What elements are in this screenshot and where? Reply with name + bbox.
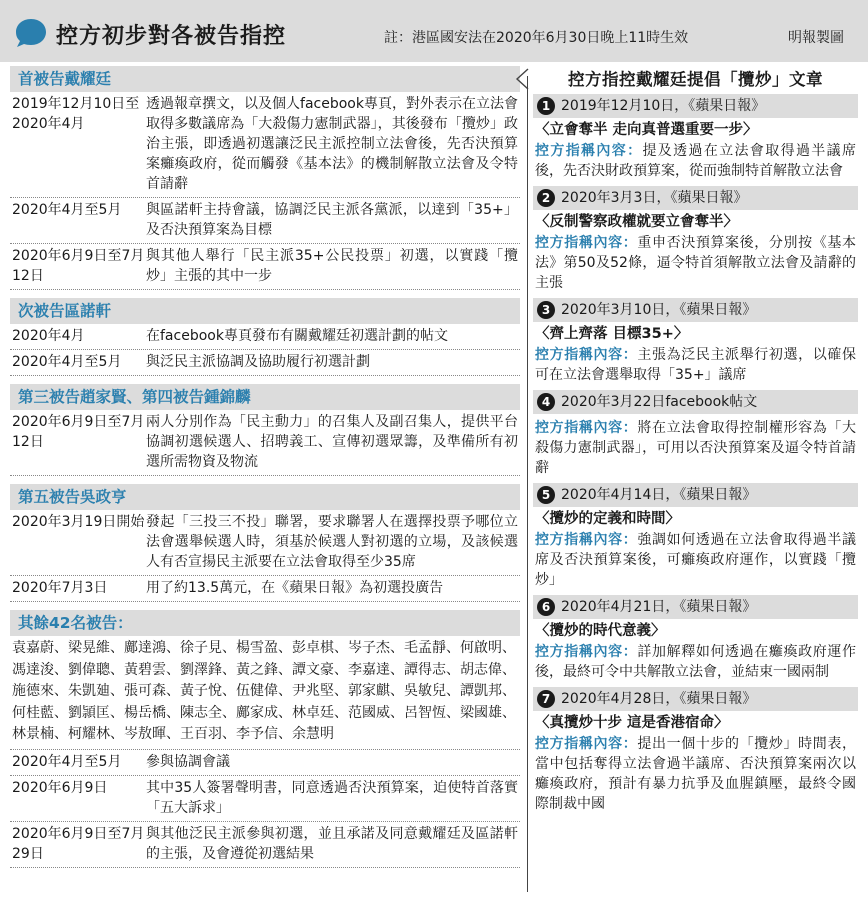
charge-date: 2020年6月9日至7月12日 [12, 414, 145, 450]
article-number-badge: 4 [537, 393, 555, 411]
section-title: 其餘42名被告： [10, 610, 520, 636]
charge-date: 2020年4月 [12, 328, 85, 344]
allegation-label: 控方指稱內容： [535, 143, 643, 159]
allegation-text: 重申否決預算案後，分別按《基本法》第50及52條，逼令特首須解散立法會及請辭的主張 [535, 235, 857, 291]
allegation-content [533, 345, 858, 388]
allegation-label: 控方指稱內容： [535, 347, 638, 363]
section-title: 首被告戴耀廷 [10, 66, 520, 92]
article-source-text: 2020年4月28日，《蘋果日報》 [561, 691, 757, 707]
charge-row [10, 776, 520, 822]
charge-date: 2020年7月3日 [12, 580, 108, 596]
allegation-label: 控方指稱內容： [535, 644, 638, 660]
article-source-text: 2020年4月21日，《蘋果日報》 [561, 599, 757, 615]
allegation-content [533, 414, 858, 481]
allegation-content [533, 642, 858, 685]
article-headline: 〈齊上齊落 目標35+〉 [535, 326, 689, 342]
article-headline: 〈攬炒的時代意義〉 [535, 623, 666, 639]
charge-description: 與區諾軒主持會議，協調泛民主派各黨派，以達到「35+」及否決預算案為目標 [146, 202, 518, 238]
section-title: 第五被告吳政亨 [10, 484, 520, 510]
section-title: 第三被告趙家賢、第四被告鍾錦麟 [10, 384, 520, 410]
charge-description: 與其他泛民主派參與初選，並且承諾及同意戴耀廷及區諾軒的主張，及會遵從初選結果 [146, 825, 518, 862]
allegation-text: 詳加解釋如何透過在癱瘓政府運作後，最終可令中共解散立法會，並結束一國兩制 [535, 644, 857, 680]
article-number-badge: 1 [537, 97, 555, 115]
charge-description: 其中35人簽署聲明書，同意透過否決預算案，迫使特首落實「五大訴求」 [146, 779, 518, 816]
charge-description: 兩人分別作為「民主動力」的召集人及副召集人，提供平台協調初選候選人、招聘義工、宣傳初選眾籌，及準備所有初選所需物資及物流 [146, 414, 518, 470]
article-source-text: 2019年12月10日，《蘋果日報》 [561, 98, 766, 114]
article-item [533, 483, 858, 593]
charge-date: 2020年4月至5月 [12, 753, 122, 770]
allegation-content [533, 530, 858, 593]
article-headline: 〈真攬炒十步 這是香港宿命〉 [535, 715, 729, 731]
article-number-badge: 3 [537, 301, 555, 319]
article-number-badge: 5 [537, 486, 555, 504]
charge-row [10, 244, 520, 290]
allegation-label: 控方指稱內容： [535, 736, 638, 752]
charge-row [10, 750, 520, 776]
charge-date: 2020年6月9日 [12, 779, 108, 796]
header-bar [0, 0, 868, 62]
allegation-text: 提出一個十步的「攬炒」時間表，當中包括奪得立法會過半議席、否決預算案兩次以癱瘓政府，預計有暴力抗爭及血腥鎮壓，最終令國際制裁中國 [535, 736, 857, 812]
article-source [533, 390, 858, 414]
charge-description: 與其他人舉行「民主派35+公民投票」初選，以實踐「攬炒」主張的其中一步 [146, 248, 518, 284]
charges-column [10, 66, 520, 868]
allegation-label: 控方指稱內容： [535, 532, 638, 548]
defendant-section [10, 610, 520, 868]
charge-row [10, 350, 520, 376]
article-number-badge: 6 [537, 598, 555, 616]
defendant-section [10, 384, 520, 476]
charge-description: 與泛民主派協調及協助履行初選計劃 [146, 354, 370, 370]
charge-description: 在facebook專頁發布有關戴耀廷初選計劃的帖文 [146, 328, 448, 344]
article-item [533, 298, 858, 388]
article-item [533, 595, 858, 685]
defendant-section [10, 484, 520, 602]
article-item [533, 94, 858, 184]
article-source-text: 2020年3月22日facebook帖文 [561, 394, 758, 410]
allegation-label: 控方指稱內容： [535, 235, 638, 251]
article-source-text: 2020年3月10日，《蘋果日報》 [561, 302, 757, 318]
credit-label: 明報製圖 [788, 30, 844, 46]
articles-title: 控方指控戴耀廷提倡「攬炒」文章 [568, 70, 823, 89]
charge-description: 參與協調會議 [146, 753, 230, 770]
charge-row [10, 324, 520, 350]
charge-description: 透過報章撰文，以及個人facebook專頁，對外表示在立法會取得多數議席為「大殺傷力憲制武器」，其後發布「攬炒」政治主張，即透過初選讓泛民主派控制立法會後，先否決預算案癱瘓政府，從而觸發《基本法》的機制解散立法會及令特首請辭 [146, 96, 518, 192]
article-number-badge: 7 [537, 690, 555, 708]
charge-date: 2020年4月至5月 [12, 202, 122, 218]
allegation-text: 將在立法會取得控制權形容為「大殺傷力憲制武器」，可用以否決預算案及逼令特首請辭 [535, 420, 857, 476]
allegation-content [533, 734, 858, 817]
article-source [533, 298, 858, 322]
allegation-content [533, 233, 858, 296]
allegation-text: 強調如何透過在立法會取得過半議席及否決預算案後，可癱瘓政府運作，以實踐「攬炒」 [535, 532, 857, 588]
allegation-text: 提及透過在立法會取得過半議席後，先否決財政預算案，從而強制特首解散立法會 [535, 143, 857, 179]
article-item [533, 186, 858, 296]
law-note: 註：港區國安法在2020年6月30日晚上11時生效 [384, 30, 689, 46]
article-source-text: 2020年4月14日，《蘋果日報》 [561, 487, 757, 503]
article-number-badge: 2 [537, 189, 555, 207]
defendant-section [10, 66, 520, 290]
charge-date: 2020年6月9日至7月29日 [12, 825, 145, 862]
article-source [533, 483, 858, 507]
section-title: 次被告區諾軒 [10, 298, 520, 324]
charge-row [10, 198, 520, 244]
article-source [533, 186, 858, 210]
article-source [533, 595, 858, 619]
defendant-section [10, 298, 520, 376]
article-headline: 〈反制警察政權就要立會奪半〉 [535, 214, 738, 230]
charge-description: 發起「三投三不投」聯署，要求聯署人在選擇投票予哪位立法會選舉候選人時，須基於候選人對初選的立場，及該候選人有否宣揚民主派要在立法會取得至少35席 [146, 514, 518, 570]
article-item [533, 687, 858, 817]
charge-description: 用了約13.5萬元，在《蘋果日報》為初選投廣告 [146, 580, 444, 596]
speech-bubble-icon [14, 17, 48, 49]
charge-date: 2020年6月9日至7月12日 [12, 248, 145, 284]
charge-row [10, 410, 520, 476]
column-divider [527, 76, 528, 892]
charge-date: 2020年3月19日開始 [12, 514, 145, 530]
charge-row [10, 92, 520, 198]
article-item [533, 390, 858, 481]
charge-row [10, 510, 520, 576]
allegation-text: 主張為泛民主派舉行初選，以確保可在立法會選舉取得「35+」議席 [535, 347, 857, 383]
charge-row [10, 576, 520, 602]
charge-row [10, 822, 520, 868]
defendant-names: 袁嘉蔚、梁晃維、鄺達鴻、徐子見、楊雪盈、彭卓棋、岑子杰、毛孟靜、何啟明、馮達浚、劉偉聰、黃碧雲、劉澤鋒、黃之鋒、譚文豪、李嘉達、譚得志、胡志偉、施德來、朱凱廸、張可森、黃子悅、伍健偉、尹兆堅、郭家麒、吳敏兒、譚凱邦、何桂藍、劉頴匡、楊岳橋、陳志全、鄺家成、林卓廷、范國威、呂智恆、梁國雄、林景楠、柯耀林、岑敖暉、王百羽、李予信、余慧明 [10, 636, 520, 750]
page-title: 控方初步對各被告指控 [56, 24, 287, 49]
charge-date: 2019年12月10日至2020年4月 [12, 96, 140, 132]
charge-date: 2020年4月至5月 [12, 354, 122, 370]
allegation-content [533, 141, 858, 184]
article-source [533, 94, 858, 118]
articles-column [533, 66, 858, 817]
article-headline: 〈立會奪半 走向真普選重要一步〉 [535, 122, 758, 138]
article-headline: 〈攬炒的定義和時間〉 [535, 511, 680, 527]
allegation-label: 控方指稱內容： [535, 420, 638, 436]
article-source [533, 687, 858, 711]
article-source-text: 2020年3月3日，《蘋果日報》 [561, 190, 748, 206]
